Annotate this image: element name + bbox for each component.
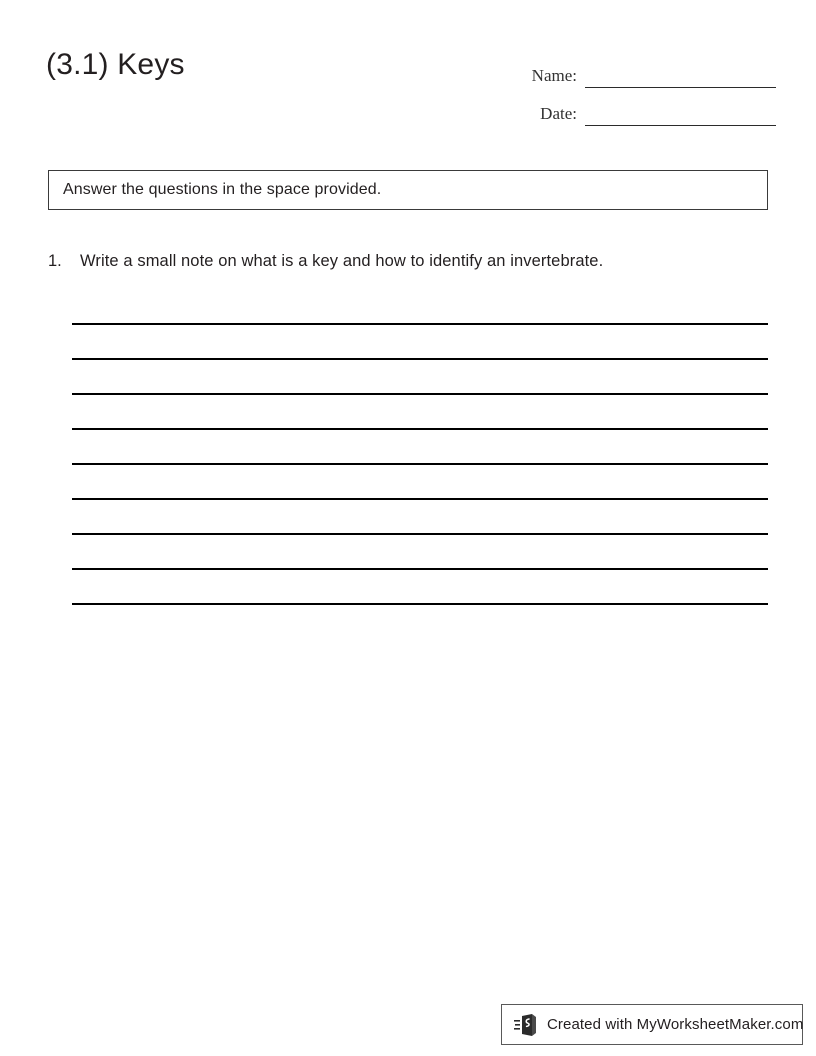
question-block-1 [48,250,768,272]
answer-line[interactable] [72,500,768,535]
name-date-block [500,50,776,126]
answer-lines-area[interactable] [72,290,768,605]
answer-line[interactable] [72,430,768,465]
name-input-line[interactable] [585,65,776,88]
answer-line[interactable] [72,395,768,430]
answer-line[interactable] [72,360,768,395]
worksheet-header [0,0,816,140]
question-text: Write a small note on what is a key and how to identify an invertebrate. [80,252,604,270]
answer-line[interactable] [72,325,768,360]
date-input-line[interactable] [585,103,776,126]
footer-text: Created with MyWorksheetMaker.com [547,1016,804,1033]
answer-line[interactable] [72,535,768,570]
instruction-text: Answer the questions in the space provided. [63,181,382,198]
answer-line[interactable] [72,290,768,325]
myworksheetmaker-logo-icon [514,1013,540,1037]
name-field-label: Name: [531,66,577,85]
answer-line[interactable] [72,465,768,500]
date-field-label: Date: [540,104,577,123]
question-number: 1. [48,252,62,270]
name-field-row [500,50,776,88]
footer-badge[interactable] [501,1004,803,1045]
date-field-row [500,88,776,126]
question-row [48,250,768,272]
instruction-box [48,170,768,210]
answer-line[interactable] [72,570,768,605]
page-title: (3.1) Keys [46,48,185,81]
